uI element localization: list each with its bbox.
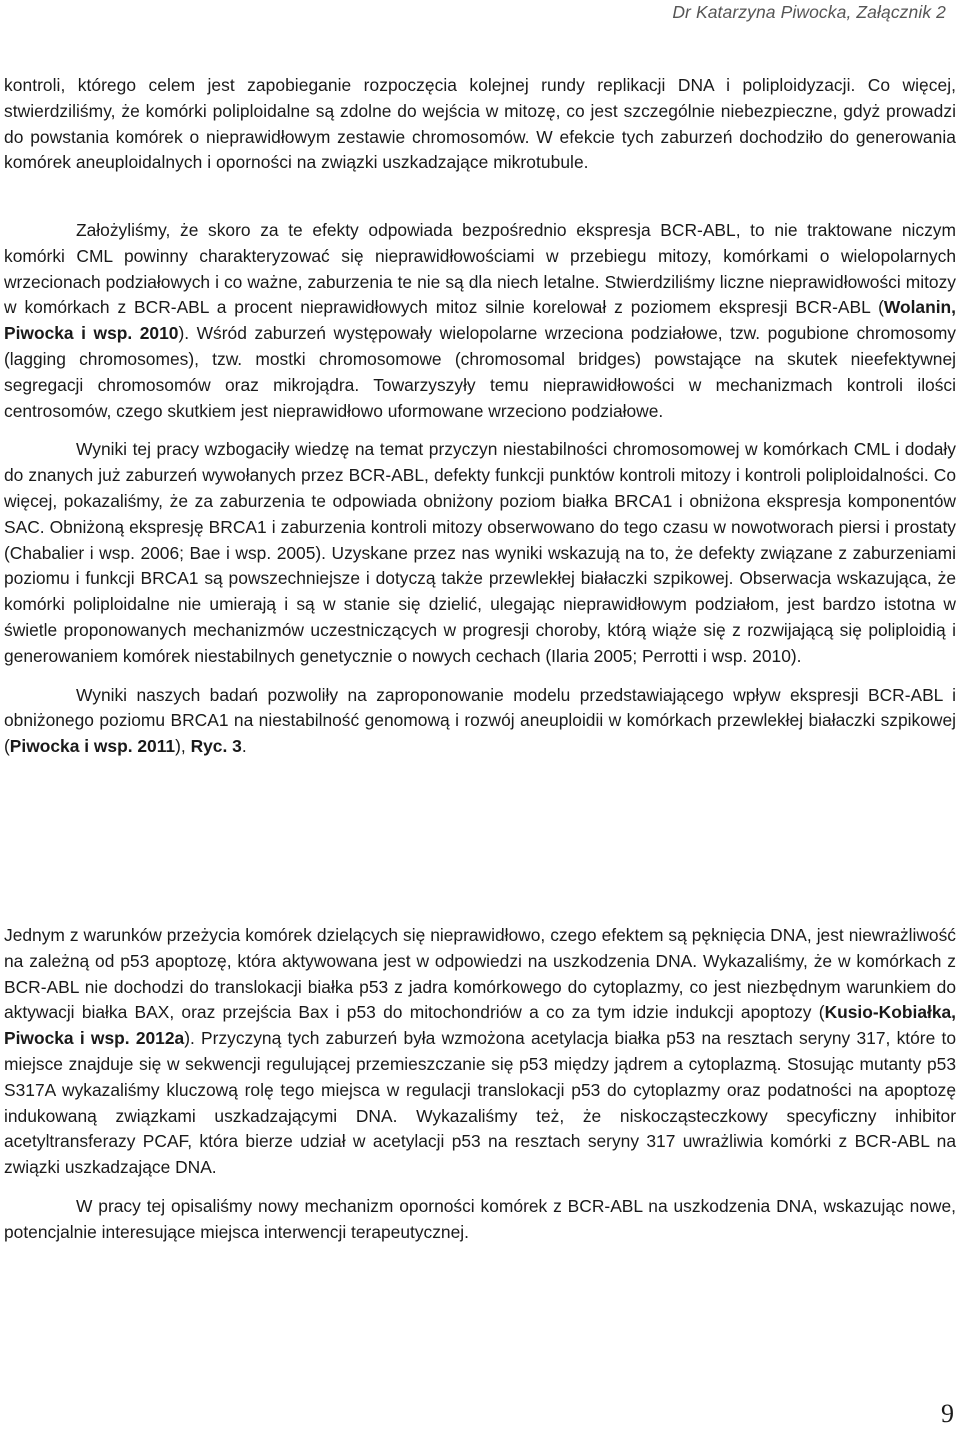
paragraph-4-text-1: Wyniki naszych badań pozwoliły na zaproponowanie modelu przedstawiającego wpływ ekspresji BCR-ABL i obniżonego poziomu BRCA1 na niestabilność genomową i rozwój aneuploidii w komórkach przewlekłej białaczki szpikowej ( (4, 684, 956, 757)
citation-kusio-kobialka-2012a: Kusio-Kobiałka, Piwocka i wsp. 2012a (4, 1002, 956, 1049)
running-header: Dr Katarzyna Piwocka, Załącznik 2 (672, 2, 946, 22)
paragraph-2 (4, 218, 956, 424)
paragraph-2-text-1: Założyliśmy, że skoro za te efekty odpowiada bezpośrednio ekspresja BCR-ABL, to nie traktowane niczym komórki CML powinny charakteryzować się nieprawidłowościami w przebiegu mitozy, komórkami o wielopolarnych wrzecionach podziałowych i co ważne, zaburzenia te nie są dla niech letalne. Stwierdziliśmy liczne nieprawidłowości mitozy w komórkach z BCR-ABL a procent nieprawidłowych mitoz silnie korelował z poziomem ekspresji BCR-ABL ( (4, 220, 956, 318)
paragraph-6: W pracy tej opisaliśmy nowy mechanizm oporności komórek z BCR-ABL na uszkodzenia DNA, wskazując nowe, potencjalnie interesujące miejsca interwencji terapeutycznej. (4, 1195, 956, 1242)
paragraph-1: kontroli, którego celem jest zapobieganie rozpoczęcia kolejnej rundy replikacji DNA i poliploidyzacji. Co więcej, stwierdziliśmy, że komórki poliploidalne są zdolne do wejścia w mitozę, co jest szczególnie niebezpieczne, gdyż prowadzi do powstania komórek o nieprawidłowym zestawie chromosomów. W efekcie tych zaburzeń dochodziło do generowania komórek aneuploidalnych i oporności na związki uszkadzające mikrotubule. (4, 75, 956, 173)
text-block-1 (4, 73, 956, 176)
paragraph-4-text-3: . (241, 736, 247, 757)
citation-piwocka-2011: Piwocka i wsp. 2011 (9, 736, 176, 757)
text-block-3 (4, 923, 956, 1246)
citation-wolanin-2010: Wolanin, Piwocka i wsp. 2010 (4, 297, 956, 344)
paragraph-4 (4, 683, 956, 760)
paragraph-5 (4, 923, 956, 1181)
paragraph-3: Wyniki tej pracy wzbogaciły wiedzę na temat przyczyn niestabilności chromosomowej w komórkach CML i dodały do znanych już zaburzeń wywołanych przez BCR-ABL, defekty funkcji punktów kontroli mitozy i kontroli poliploidalności. Co więcej, pokazaliśmy, że za zaburzenia te odpowiada obniżony poziom białka BRCA1 i obniżona ekspresja komponentów SAC. Obniżoną ekspresję BRCA1 i zaburzenia kontroli mitozy obserwowano do tego czasu w nowotworach piersi i prostaty (Chabalier i wsp. 2006; Bae i wsp. 2005). Uzyskane przez nas wyniki wskazują na to, że defekty związane z zaburzeniami poziomu i funkcji BRCA1 są powszechniejsze i dotyczą także przewlekłej białaczki szpikowej. Obserwacja wskazująca, że komórki poliploidalne nie umierają i są w stanie się dzielić, ulegając nieprawidłowym podziałom, jest bardzo istotna w świetle proponowanych mechanizmów uczestniczących w progresji choroby, którą wiąże się z rozwijającą się poliploidią i generowaniem komórek niestabilnych genetycznie o nowych cechach (Ilaria 2005; Perrotti i wsp. 2010). (4, 439, 956, 666)
text-block-2 (4, 218, 956, 760)
paragraph-2-text-2: ). Wśród zaburzeń występowały wielopolarne wrzeciona podziałowe, tzw. pogubione chromosomy (lagging chromosomes), tzw. mostki chromosomowe (chromosomal bridges) powstające na skutek nieefektywnej segregacji chromosomów oraz mikrojądra. Towarzyszyły temu nieprawidłowości w mechanizmach kontroli ilości centrosomów, czego skutkiem jest nieprawidłowo uformowane wrzeciono podziałowe. (4, 323, 956, 421)
paragraph-5-text-2: ). Przyczyną tych zaburzeń była wzmożona acetylacja białka p53 na resztach seryny 317, które to miejsce znajduje się w sekwencji regulującej przemieszczanie się p53 między jądrem a cytoplazmą. Stosując mutanty p53 S317A wykazaliśmy kluczową rolę tego miejsca w regulacji translokacji p53 do cytoplazmy oraz podatności na apoptozę indukowaną związkami uszkadzającymi DNA. Wykazaliśmy też, że niskocząsteczkowy specyficzny inhibitor acetyltransferazy PCAF, która bierze udział w acetylacji p53 na resztach seryny 317 uwrażliwia komórki z BCR-ABL na związki uszkadzające DNA. (4, 1028, 957, 1178)
paragraph-5-text-1: Jednym z warunków przeżycia komórek dzielących się nieprawidłowo, czego efektem są pęknięcia DNA, jest niewrażliwość na zależną od p53 apoptozę, która aktywowana jest w odpowiedzi na uszkodzenia DNA. Wykazaliśmy, że w komórkach z BCR-ABL nie dochodzi do translokacji białka p53 z jadra komórkowego do cytoplazmy, co jest niezbędnym warunkiem do aktywacji białka BAX, oraz przejścia Bax i p53 do mitochondriów a co za tym idzie indukcji apoptozy ( (4, 925, 956, 1023)
paragraph-4-text-2: ), (175, 736, 191, 757)
figure-reference: Ryc. 3 (190, 736, 242, 757)
page-number: 9 (941, 1399, 954, 1428)
